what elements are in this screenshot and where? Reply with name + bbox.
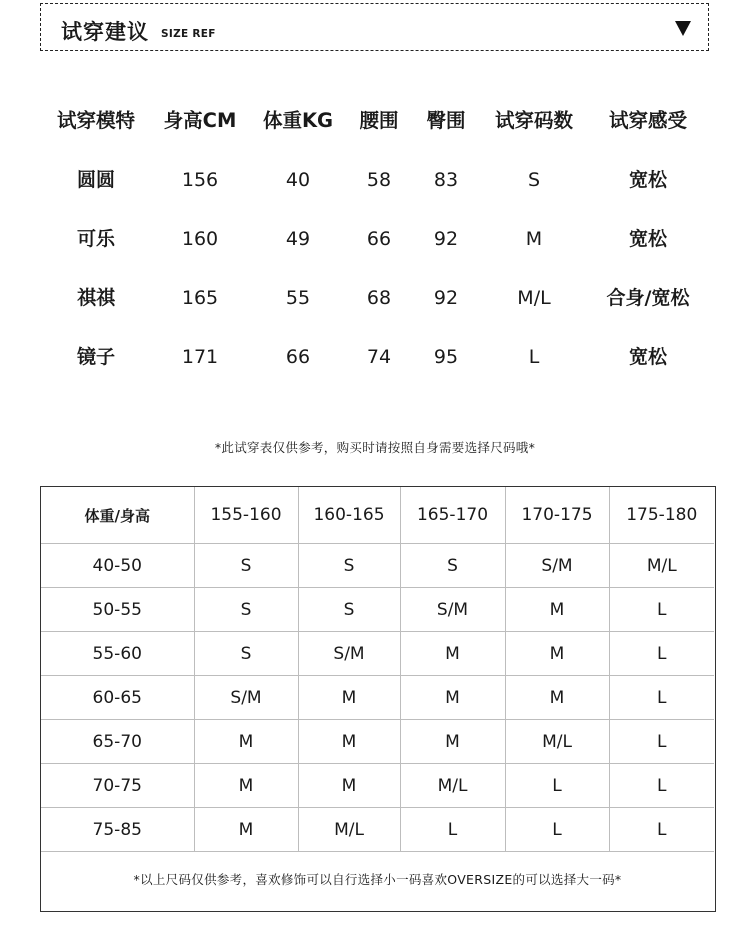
table-row (41, 764, 714, 808)
section-subtitle: SIZE REF (161, 28, 216, 40)
size-cell: S/M (400, 588, 505, 632)
table-row (41, 720, 714, 764)
weight-range: 60-65 (41, 676, 194, 720)
size-cell: M/L (505, 720, 609, 764)
section-title: 试穿建议 (61, 20, 149, 44)
size-chart (40, 486, 716, 912)
height-range: 155-160 (194, 487, 298, 544)
header-height: 身高CM (163, 109, 237, 132)
model-row (0, 222, 750, 281)
model-size: S (527, 169, 541, 191)
model-name: 镜子 (76, 346, 116, 368)
model-row (0, 340, 750, 399)
size-cell: M (400, 632, 505, 676)
model-feel: 合身/宽松 (606, 287, 690, 309)
model-weight: 55 (285, 287, 311, 309)
table-row (41, 588, 714, 632)
size-cell: S/M (505, 544, 609, 588)
model-height: 165 (181, 287, 219, 309)
table-row (41, 676, 714, 720)
size-cell: M (194, 720, 298, 764)
size-cell: M/L (400, 764, 505, 808)
fit-disclaimer: *此试穿表仅供参考，购买时请按照自身需要选择尺码哦* (214, 440, 536, 455)
model-name: 祺祺 (76, 287, 116, 309)
size-cell: S/M (194, 676, 298, 720)
model-size: M/L (517, 287, 551, 309)
model-feel: 宽松 (628, 346, 668, 368)
weight-range: 50-55 (41, 588, 194, 632)
model-hip: 83 (433, 169, 459, 191)
model-size: L (528, 346, 540, 368)
model-waist: 74 (366, 346, 392, 368)
size-cell: M (298, 720, 400, 764)
model-waist: 66 (366, 228, 392, 250)
table-row (41, 632, 714, 676)
size-cell: S (194, 544, 298, 588)
model-height: 156 (181, 169, 219, 191)
model-waist: 58 (366, 169, 392, 191)
model-weight: 49 (285, 228, 311, 250)
size-cell: L (609, 588, 714, 632)
model-name: 圆圆 (76, 169, 116, 191)
size-cell: L (609, 764, 714, 808)
size-cell: L (505, 808, 609, 852)
weight-range: 55-60 (41, 632, 194, 676)
size-cell: L (609, 676, 714, 720)
size-cell: M (505, 676, 609, 720)
table-row (41, 544, 714, 588)
corner-label: 体重/身高 (41, 487, 194, 544)
size-cell: L (505, 764, 609, 808)
header-waist: 腰围 (359, 109, 399, 132)
size-cell: M/L (609, 544, 714, 588)
model-hip: 92 (433, 228, 459, 250)
size-table-header (41, 487, 714, 544)
size-cell: M/L (298, 808, 400, 852)
size-disclaimer: *以上尺码仅供参考，喜欢修饰可以自行选择小一码喜欢OVERSIZE的可以选择大一码* (133, 872, 622, 887)
header-feel: 试穿感受 (608, 109, 688, 132)
weight-range: 70-75 (41, 764, 194, 808)
size-cell: M (400, 720, 505, 764)
weight-range: 75-85 (41, 808, 194, 852)
model-hip: 95 (433, 346, 459, 368)
model-name: 可乐 (76, 228, 116, 250)
header-hip: 臀围 (426, 109, 466, 132)
weight-range: 40-50 (41, 544, 194, 588)
model-height: 160 (181, 228, 219, 250)
size-ref-header[interactable] (40, 3, 709, 51)
model-waist: 68 (366, 287, 392, 309)
size-cell: L (400, 808, 505, 852)
model-size: M (525, 228, 543, 250)
model-fit-table (0, 104, 750, 399)
model-weight: 40 (285, 169, 311, 191)
size-cell: S (298, 544, 400, 588)
model-weight: 66 (285, 346, 311, 368)
header-size: 试穿码数 (494, 109, 574, 132)
size-cell: M (298, 764, 400, 808)
size-cell: L (609, 720, 714, 764)
size-cell: S (298, 588, 400, 632)
model-hip: 92 (433, 287, 459, 309)
size-cell: M (400, 676, 505, 720)
size-table (41, 487, 714, 852)
size-cell: M (505, 588, 609, 632)
table-row (41, 808, 714, 852)
size-cell: M (298, 676, 400, 720)
model-table-header (0, 104, 750, 163)
size-cell: S (400, 544, 505, 588)
model-feel: 宽松 (628, 228, 668, 250)
size-cell: L (609, 632, 714, 676)
size-cell: S/M (298, 632, 400, 676)
size-cell: L (609, 808, 714, 852)
size-cell: M (505, 632, 609, 676)
triangle-down-icon[interactable] (675, 21, 691, 36)
size-cell: S (194, 632, 298, 676)
header-model: 试穿模特 (56, 109, 136, 132)
height-range: 170-175 (505, 487, 609, 544)
model-row (0, 281, 750, 340)
model-height: 171 (181, 346, 219, 368)
model-feel: 宽松 (628, 169, 668, 191)
height-range: 160-165 (298, 487, 400, 544)
weight-range: 65-70 (41, 720, 194, 764)
header-weight: 体重KG (262, 109, 334, 132)
size-cell: S (194, 588, 298, 632)
size-cell: M (194, 764, 298, 808)
model-row (0, 163, 750, 222)
height-range: 165-170 (400, 487, 505, 544)
size-cell: M (194, 808, 298, 852)
height-range: 175-180 (609, 487, 714, 544)
